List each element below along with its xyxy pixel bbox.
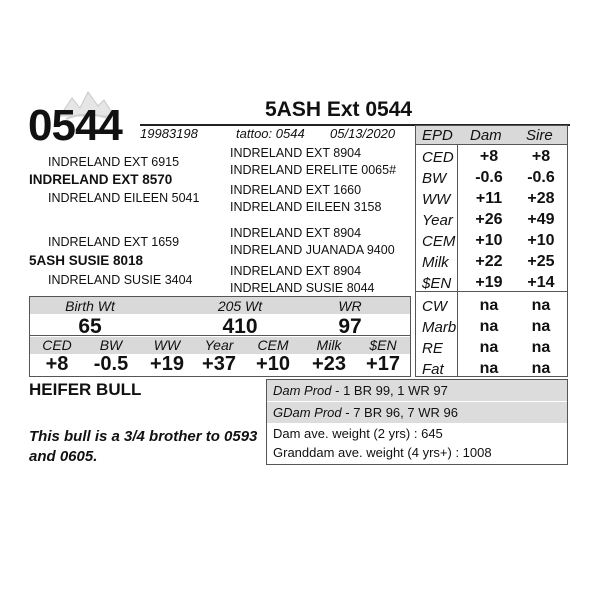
epd-row-label: Milk — [422, 254, 449, 271]
epd-dam-value: na — [479, 297, 499, 314]
epd-sire-value: na — [531, 318, 551, 335]
epd-sire-value: +25 — [527, 253, 555, 270]
epd-sire-value: +28 — [527, 190, 555, 207]
epd-header-label: EPD — [422, 127, 453, 144]
pedigree-sss: INDRELAND EXT 8904 — [230, 146, 362, 160]
pedigree-dds: INDRELAND EXT 8904 — [230, 264, 362, 278]
epd-dam-value: na — [479, 339, 499, 356]
calf-epd-header: CEM — [257, 337, 289, 353]
perf-header-205-wt: 205 Wt — [217, 298, 263, 314]
remark-text: This bull is a 3/4 brother to 0593 and 0605. — [29, 428, 258, 465]
epd-row-label: CED — [422, 149, 454, 166]
epd-row — [416, 316, 567, 338]
epd-row — [416, 230, 567, 252]
epd-row-label: $EN — [422, 275, 452, 292]
epd-sire-value: +14 — [527, 274, 555, 291]
perf-header-wr: WR — [338, 298, 362, 314]
epd-row — [416, 167, 567, 189]
epd-sire-value: na — [531, 360, 551, 377]
epd-row — [416, 358, 567, 380]
epd-row-label: RE — [422, 340, 443, 357]
birth-date: 05/13/2020 — [330, 126, 396, 141]
epd-sire-value: +49 — [527, 211, 555, 228]
category-label: HEIFER BULL — [29, 380, 142, 399]
epd-row — [416, 272, 567, 294]
pedigree-dam-dam: INDRELAND SUSIE 3404 — [48, 273, 193, 287]
epd-dam-value: na — [479, 318, 499, 335]
epd-row — [416, 295, 567, 317]
epd-row-label: CW — [422, 298, 447, 315]
pedigree-sds: INDRELAND EXT 1660 — [230, 183, 362, 197]
epd-dam-value: +11 — [475, 190, 503, 207]
calf-epd-header: Year — [204, 337, 234, 353]
calf-epd-header: $EN — [369, 337, 397, 353]
pedigree-dsd: INDRELAND JUANADA 9400 — [230, 243, 395, 257]
tattoo: tattoo: 0544 — [236, 126, 305, 141]
calf-epd-value: +23 — [312, 353, 346, 375]
epd-row-label: WW — [422, 191, 451, 208]
calf-epd-header: CED — [42, 337, 72, 353]
gdam-prod-value: - 7 BR 96, 7 WR 96 — [341, 405, 458, 420]
calf-epd-header: BW — [99, 337, 123, 353]
calf-epd-value: -0.5 — [93, 353, 129, 375]
performance-table — [29, 296, 411, 377]
pedigree-sdd: INDRELAND EILEEN 3158 — [230, 200, 382, 214]
pedigree-sire-sire: INDRELAND EXT 6915 — [48, 155, 180, 169]
epd-sire-value: na — [531, 339, 551, 356]
epd-dam-value: +10 — [475, 232, 503, 249]
epd-row-label: Marb — [422, 319, 457, 336]
pedigree-sire-dam: INDRELAND EILEEN 5041 — [48, 191, 200, 205]
epd-dam-value: +26 — [475, 211, 503, 228]
epd-row-label: BW — [422, 170, 447, 187]
epd-dam-value: na — [479, 360, 499, 377]
epd-row — [416, 146, 567, 168]
pedigree-sire: INDRELAND EXT 8570 — [29, 172, 173, 187]
calf-epd-value: +19 — [150, 353, 184, 375]
calf-epd-value: +8 — [45, 353, 69, 375]
production-box — [266, 379, 568, 465]
epd-dam-value: -0.6 — [475, 169, 503, 186]
dam-prod-value: - 1 BR 99, 1 WR 97 — [331, 383, 448, 398]
gdam-prod-row — [273, 405, 458, 421]
dam-prod-label: Dam Prod — [273, 383, 332, 398]
gdam-prod-label: GDam Prod — [273, 405, 342, 420]
epd-header-dam: Dam — [470, 127, 502, 144]
calf-epd-header: Milk — [316, 337, 342, 353]
calf-epd-header: WW — [153, 337, 181, 353]
pedigree-dam: 5ASH SUSIE 8018 — [29, 253, 144, 268]
perf-wr: 97 — [338, 315, 362, 338]
epd-row-label: CEM — [422, 233, 456, 250]
perf-205-wt: 410 — [222, 315, 258, 338]
dam-weight: Dam ave. weight (2 yrs) : 645 — [273, 426, 443, 441]
epd-row — [416, 251, 567, 273]
epd-sire-value: -0.6 — [527, 169, 555, 186]
lot-number: 0544 — [28, 101, 122, 150]
parent-epd-table — [415, 125, 568, 377]
pedigree-ssd: INDRELAND ERELITE 0065# — [230, 163, 397, 177]
epd-dam-value: +19 — [475, 274, 503, 291]
epd-dam-value: +22 — [475, 253, 503, 270]
epd-row — [416, 188, 567, 210]
perf-header-birth-wt: Birth Wt — [65, 298, 115, 314]
epd-sire-value: +10 — [527, 232, 555, 249]
parent-epd-header — [416, 126, 567, 145]
calf-epd-value: +17 — [366, 353, 400, 375]
pedigree-dss: INDRELAND EXT 8904 — [230, 226, 362, 240]
pedigree-ddd: INDRELAND SUSIE 8044 — [230, 281, 375, 295]
pedigree-dam-sire: INDRELAND EXT 1659 — [48, 235, 180, 249]
granddam-weight: Granddam ave. weight (4 yrs+) : 1008 — [273, 445, 492, 460]
epd-header-sire: Sire — [526, 127, 553, 144]
registration-number: 19983198 — [140, 126, 198, 141]
epd-sire-value: na — [531, 297, 551, 314]
animal-name: 5ASH Ext 0544 — [265, 98, 413, 121]
epd-dam-value: +8 — [479, 148, 499, 165]
epd-sire-value: +8 — [531, 148, 551, 165]
epd-row-label: Fat — [422, 361, 444, 378]
perf-birth-wt: 65 — [78, 315, 102, 338]
epd-row — [416, 337, 567, 359]
epd-row — [416, 209, 567, 231]
calf-epd-value: +10 — [256, 353, 290, 375]
calf-epd-value: +37 — [202, 353, 236, 375]
dam-prod-row — [273, 383, 448, 399]
epd-row-label: Year — [422, 212, 453, 229]
